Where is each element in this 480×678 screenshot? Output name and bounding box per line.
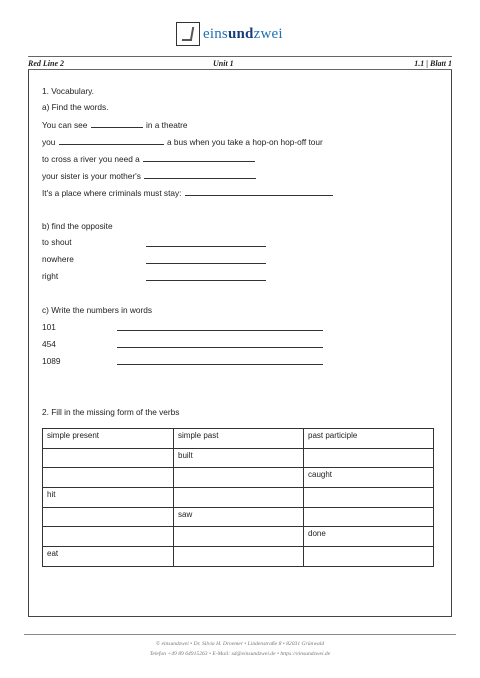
table-cell[interactable]: caught bbox=[304, 468, 434, 488]
table-cell[interactable] bbox=[43, 468, 174, 488]
answer-blank[interactable] bbox=[146, 280, 266, 281]
number-1: 101 bbox=[42, 322, 56, 332]
brand-logo bbox=[176, 19, 306, 49]
table-cell[interactable]: built bbox=[174, 448, 304, 468]
answer-blank[interactable] bbox=[117, 364, 323, 365]
table-cell[interactable] bbox=[43, 448, 174, 468]
table-cell[interactable]: eat bbox=[43, 547, 174, 567]
vocab-line-5 bbox=[42, 187, 334, 198]
footer-contact: Telefon +49 89 64915263 • E-Mail: sd@einsundzwei.de • https://einsundzwei.de bbox=[149, 651, 331, 657]
table-row bbox=[43, 527, 434, 547]
number-2: 454 bbox=[42, 339, 56, 349]
table-row bbox=[43, 547, 434, 567]
number-3: 1089 bbox=[42, 356, 61, 366]
table-cell[interactable] bbox=[174, 527, 304, 547]
table-row bbox=[43, 488, 434, 508]
column-header bbox=[304, 429, 434, 449]
vocab-line-1 bbox=[42, 119, 188, 130]
table-cell[interactable] bbox=[174, 547, 304, 567]
table-cell[interactable] bbox=[304, 547, 434, 567]
verb-forms-table bbox=[42, 428, 434, 567]
answer-blank[interactable] bbox=[146, 263, 266, 264]
opposite-word-1: to shout bbox=[42, 237, 72, 247]
answer-blank[interactable] bbox=[144, 170, 256, 179]
table-cell[interactable] bbox=[43, 527, 174, 547]
table-cell[interactable]: done bbox=[304, 527, 434, 547]
vocab-line-1-suffix: in a theatre bbox=[146, 120, 188, 130]
logo-wordmark bbox=[203, 26, 283, 43]
column-header bbox=[43, 429, 174, 449]
header-simple-past: simple past bbox=[178, 431, 219, 440]
answer-blank[interactable] bbox=[146, 246, 266, 247]
section-1-title: 1. Vocabulary. bbox=[42, 86, 94, 96]
answer-blank[interactable] bbox=[185, 187, 333, 196]
header-unit: Unit 1 bbox=[213, 59, 234, 68]
footer-rule bbox=[24, 634, 456, 635]
table-cell[interactable] bbox=[304, 448, 434, 468]
header-sheet-number: 1.1 | Blatt 1 bbox=[414, 59, 452, 68]
vocab-line-2-prefix: you bbox=[42, 137, 56, 147]
column-header bbox=[174, 429, 304, 449]
table-cell[interactable] bbox=[304, 507, 434, 527]
vocab-line-3 bbox=[42, 153, 256, 164]
logo-part-und: und bbox=[227, 25, 254, 42]
logo-part-zwei: zwei bbox=[253, 25, 283, 42]
vocab-line-2 bbox=[42, 136, 323, 147]
vocab-line-5-prefix: It's a place where criminals must stay: bbox=[42, 188, 182, 198]
answer-blank[interactable] bbox=[117, 347, 323, 348]
table-row bbox=[43, 468, 434, 488]
table-header-row bbox=[43, 429, 434, 449]
answer-blank[interactable] bbox=[91, 119, 143, 128]
logo-icon bbox=[176, 22, 200, 46]
table-cell[interactable] bbox=[174, 488, 304, 508]
header-past-participle: past participle bbox=[308, 431, 358, 440]
opposite-word-3: right bbox=[42, 271, 59, 281]
vocab-line-3-prefix: to cross a river you need a bbox=[42, 154, 140, 164]
vocab-line-1-prefix: You can see bbox=[42, 120, 88, 130]
table-cell[interactable]: hit bbox=[43, 488, 174, 508]
header-simple-present: simple present bbox=[47, 431, 100, 440]
table-cell[interactable] bbox=[174, 468, 304, 488]
answer-blank[interactable] bbox=[117, 330, 323, 331]
table-row bbox=[43, 507, 434, 527]
table-cell[interactable]: saw bbox=[174, 507, 304, 527]
answer-blank[interactable] bbox=[59, 136, 164, 145]
opposite-word-2: nowhere bbox=[42, 254, 74, 264]
vocab-line-4 bbox=[42, 170, 257, 181]
part-b-title: b) find the opposite bbox=[42, 221, 113, 231]
vocab-line-2-suffix: a bus when you take a hop-on hop-off tour bbox=[167, 137, 323, 147]
part-a-title: a) Find the words. bbox=[42, 102, 109, 112]
section-2-title: 2. Fill in the missing form of the verbs bbox=[42, 407, 180, 417]
answer-blank[interactable] bbox=[143, 153, 255, 162]
header-book-title: Red Line 2 bbox=[28, 59, 64, 68]
table-cell[interactable] bbox=[304, 488, 434, 508]
vocab-line-4-prefix: your sister is your mother's bbox=[42, 171, 141, 181]
footer-address: © einsundzwei • Dr. Silvia H. Droemer • Lindenstraße 8 • 82031 Grünwald bbox=[155, 641, 325, 647]
table-cell[interactable] bbox=[43, 507, 174, 527]
part-c-title: c) Write the numbers in words bbox=[42, 305, 153, 315]
logo-part-eins: eins bbox=[203, 25, 228, 42]
table-row bbox=[43, 448, 434, 468]
